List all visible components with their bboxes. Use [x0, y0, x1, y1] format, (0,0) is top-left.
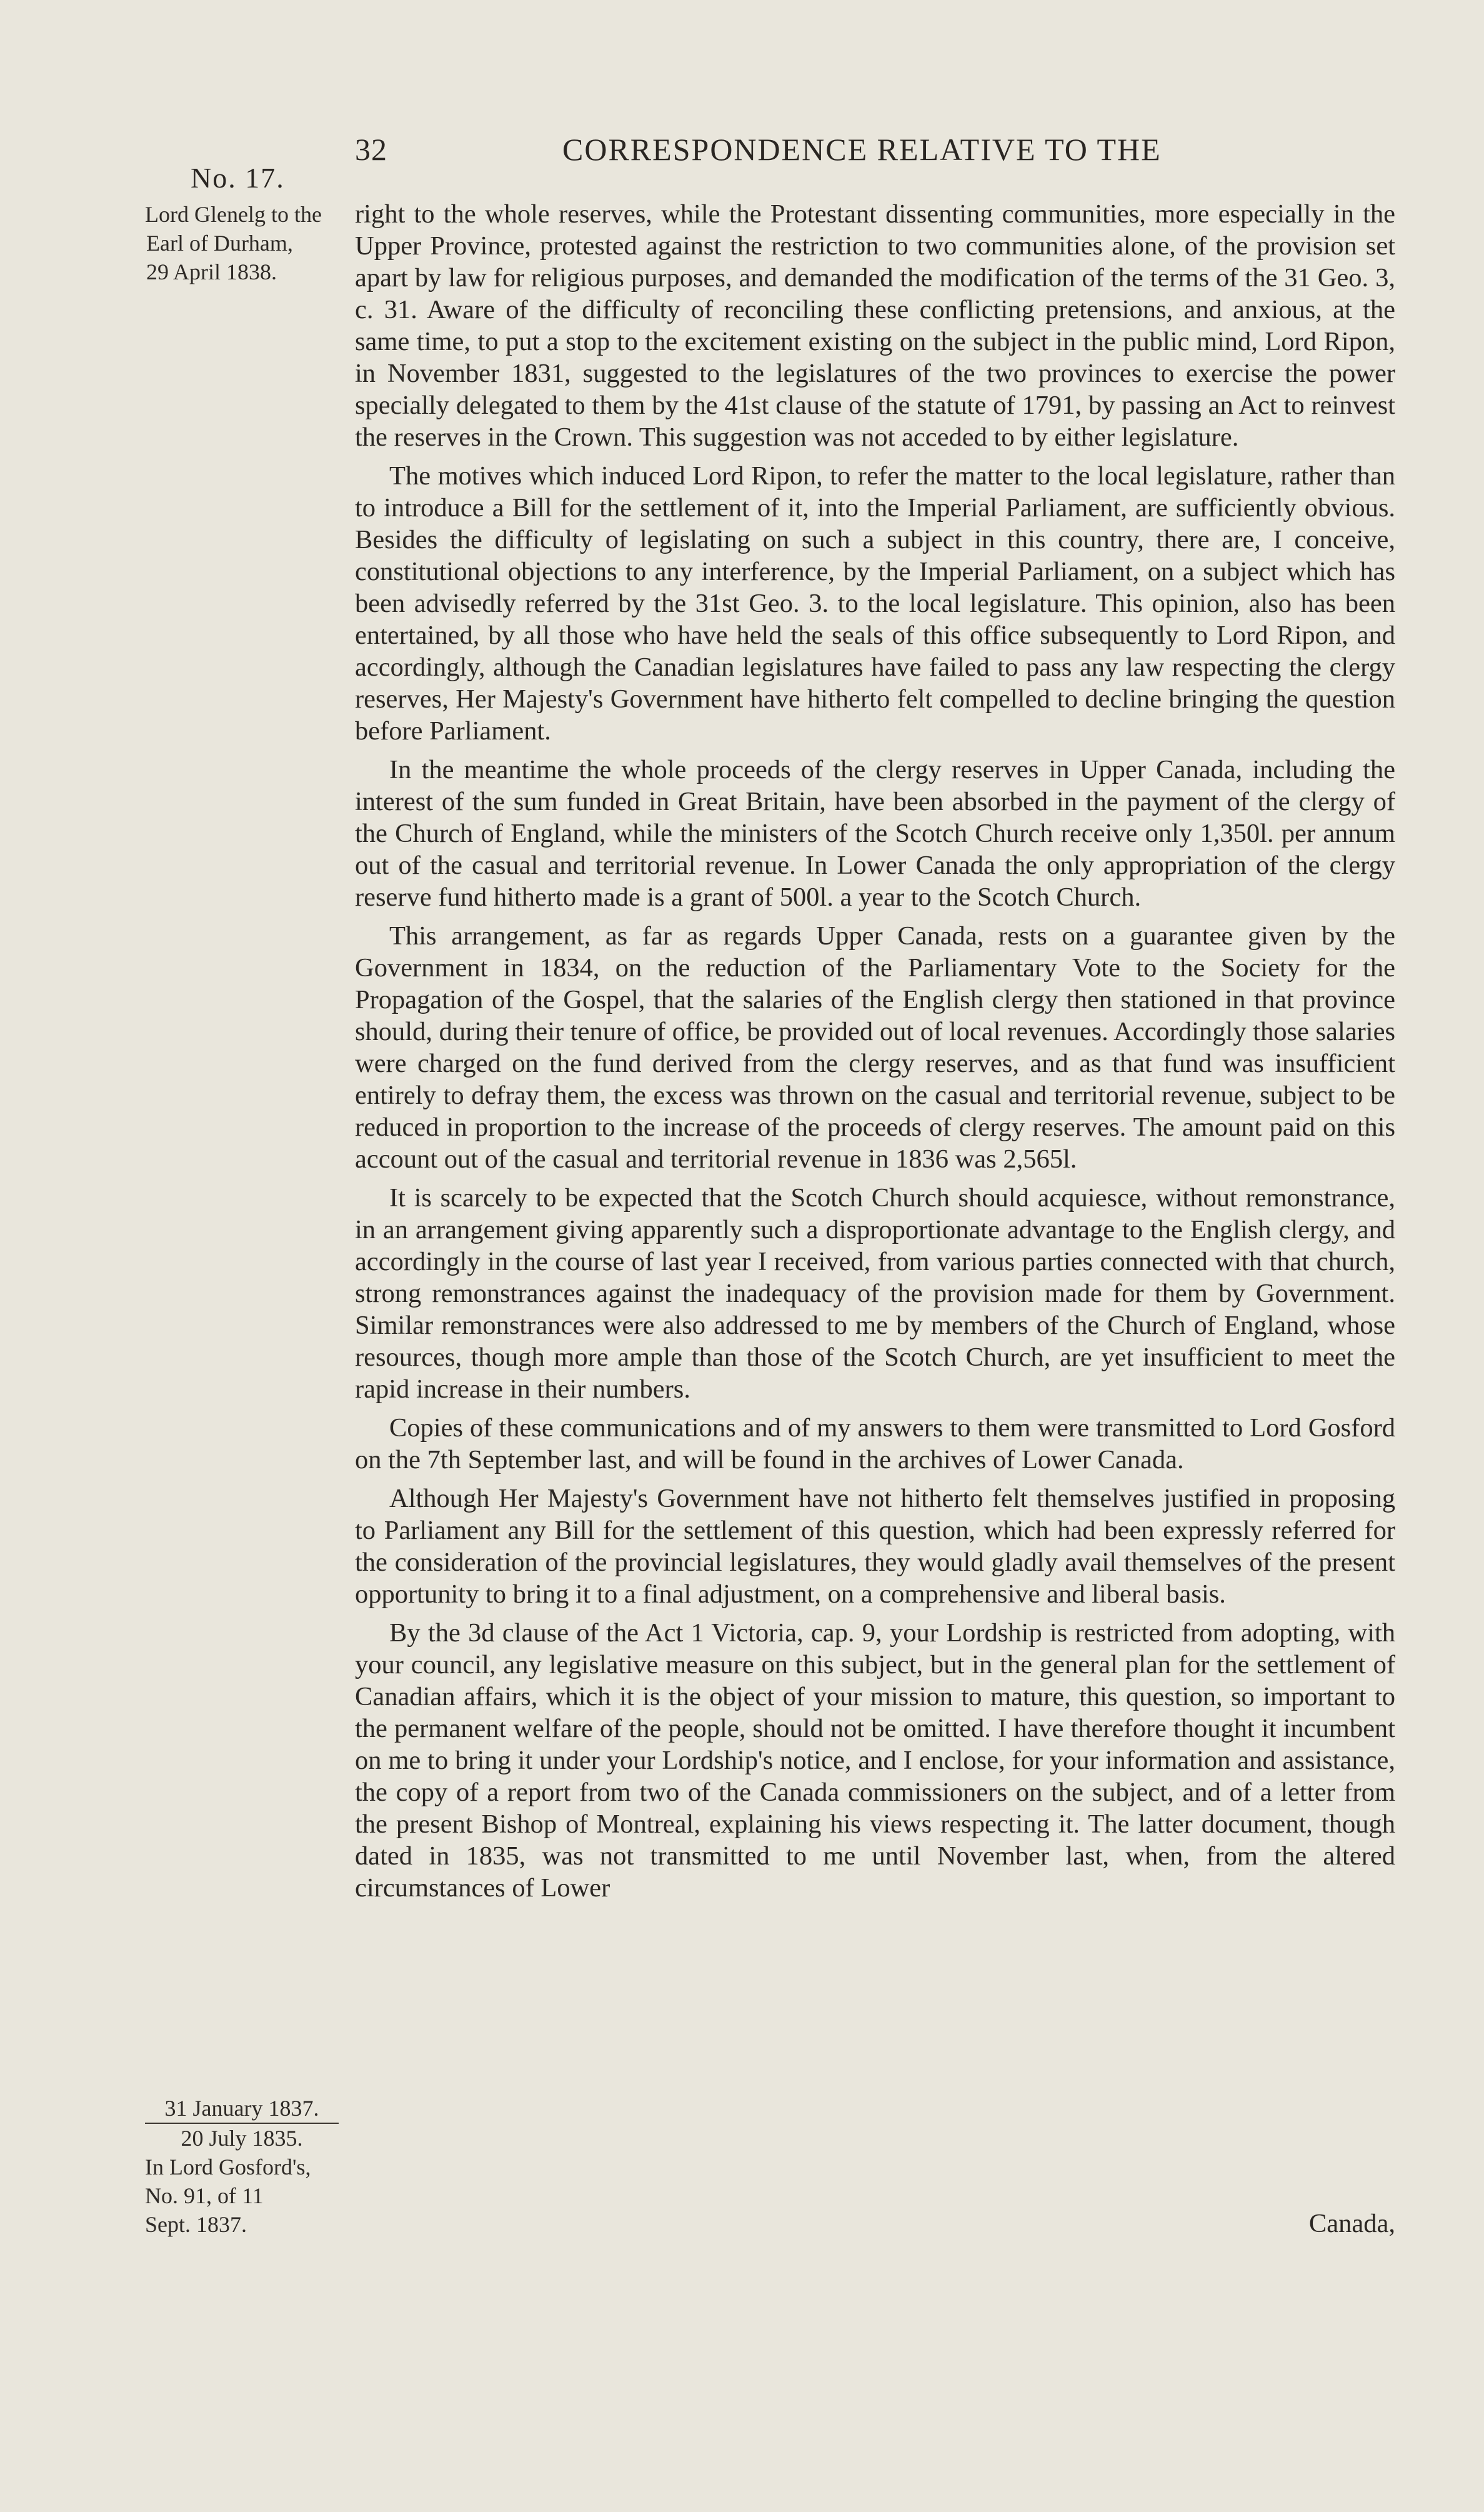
- paragraph: The motives which induced Lord Ripon, to refer the matter to the local legislature, rather than to introduce a Bill for the settlement of it, into the Imperial Parliament, are sufficiently obvious. Besides the difficulty of legislating on such a subject in this country, there are, I conceive, constitutional objections to any interference, by the Imperial Parliament, on a subject which has been advisedly referred by the 31st Geo. 3. to the local legislature. This opinion, also has been entertained, by all those who have held the seals of this office subsequently to Lord Ripon, and accordingly, although the Canadian legislatures have failed to pass any law respecting the clergy reserves, Her Majesty's Government have hitherto felt compelled to decline bringing the question before Parliament.: [355, 461, 1395, 746]
- paragraph: By the 3d clause of the Act 1 Victoria, cap. 9, your Lordship is restricted from adopting, with your council, any legislative measure on this subject, but in the general plan for the settlement of Canadian affairs, which it is the object of your mission to mature, this question, so important to the permanent welfare of the people, should not be omitted. I have therefore thought it incumbent on me to bring it under your Lordship's notice, and I enclose, for your information and assistance, the copy of a report from two of the Canada commissioners on the subject, and of a letter from the present Bishop of Montreal, explaining his views respecting it. The latter document, though dated in 1835, was not transmitted to me until November last, when, from the altered circumstances of Lower: [355, 1618, 1395, 1903]
- margin-line: 29 April 1838.: [146, 259, 277, 284]
- paragraph: In the meantime the whole proceeds of the clergy reserves in Upper Canada, including the interest of the sum funded in Great Britain, have been absorbed in the payment of the clergy of the Church of England, while the ministers of the Scotch Church receive only 1,350l. per annum out of the casual and territorial revenue. In Lower Canada the only appropriation of the clergy reserve fund hitherto made is a grant of 500l. a year to the Scotch Church.: [355, 755, 1395, 912]
- running-head: CORRESPONDENCE RELATIVE TO THE: [562, 132, 1162, 167]
- paragraph: Although Her Majesty's Government have not hitherto felt themselves justified in proposing to Parliament any Bill for the settlement of this question, which had been expressly referred for the consideration of the provincial legislatures, they would gladly avail themselves of the present opportunity to bring it to a final adjustment, on a comprehensive and liberal basis.: [355, 1484, 1395, 1609]
- margin-note-bottom: [145, 2094, 345, 2239]
- margin-line: In Lord Gosford's,: [145, 2154, 311, 2179]
- margin-date: 31 January 1837.: [164, 2096, 319, 2121]
- paragraph: right to the whole reserves, while the Protestant dissenting communities, more especially in the Upper Province, protested against the restriction to two communities alone, of the provision set apart by law for religious purposes, and demanded the modification of the terms of the 31 Geo. 3, c. 31. Aware of the difficulty of reconciling these conflicting pretensions, and anxious, at the same time, to put a stop to the excitement existing on the subject in the public mind, Lord Ripon, in November 1831, suggested to the legislatures of the two provinces to exercise the power specially delegated to them by the 41st clause of the statute of 1791, by passing an Act to reinvest the reserves in the Crown. This suggestion was not acceded to by either legislature.: [355, 199, 1395, 452]
- margin-date: 20 July 1835.: [181, 2126, 303, 2151]
- body-text: [355, 198, 1395, 1911]
- catchword: Canada,: [1308, 2209, 1395, 2238]
- page-number: 32: [355, 132, 387, 167]
- margin-line: Sept. 1837.: [145, 2212, 247, 2237]
- paragraph: This arrangement, as far as regards Upper Canada, rests on a guarantee given by the Government in 1834, on the reduction of the Parliamentary Vote to the Society for the Propagation of the Gospel, that the salaries of the English clergy then stationed in that province should, during their tenure of office, be provided out of local revenues. Accordingly those salaries were charged on the fund derived from the clergy reserves, and as that fund was insufficient entirely to defray them, the excess was thrown on the casual and territorial revenue, subject to be reduced in proportion to the increase of the proceeds of clergy reserves. The amount paid on this account out of the casual and territorial revenue in 1836 was 2,565l.: [355, 921, 1395, 1174]
- margin-line: No. 91, of 11: [145, 2183, 264, 2208]
- margin-note-top: [145, 200, 345, 286]
- margin-line: Lord Glenelg to the: [145, 202, 322, 227]
- paragraph: Copies of these communications and of my answers to them were transmitted to Lord Gosford on the 7th September last, and will be found in the archives of Lower Canada.: [355, 1413, 1395, 1474]
- margin-doc-number: No. 17.: [191, 162, 285, 194]
- paragraph: It is scarcely to be expected that the Scotch Church should acquiesce, without remonstrance, in an arrangement giving apparently such a disproportionate advantage to the English clergy, and accordingly in the course of last year I received, from various parties connected with that church, strong remonstrances against the inadequacy of the provision made for them by Government. Similar remonstrances were also addressed to me by members of the Church of England, whose resources, though more ample than those of the Scotch Church, are yet insufficient to meet the rapid increase in their numbers.: [355, 1183, 1395, 1404]
- margin-line: Earl of Durham,: [146, 231, 293, 256]
